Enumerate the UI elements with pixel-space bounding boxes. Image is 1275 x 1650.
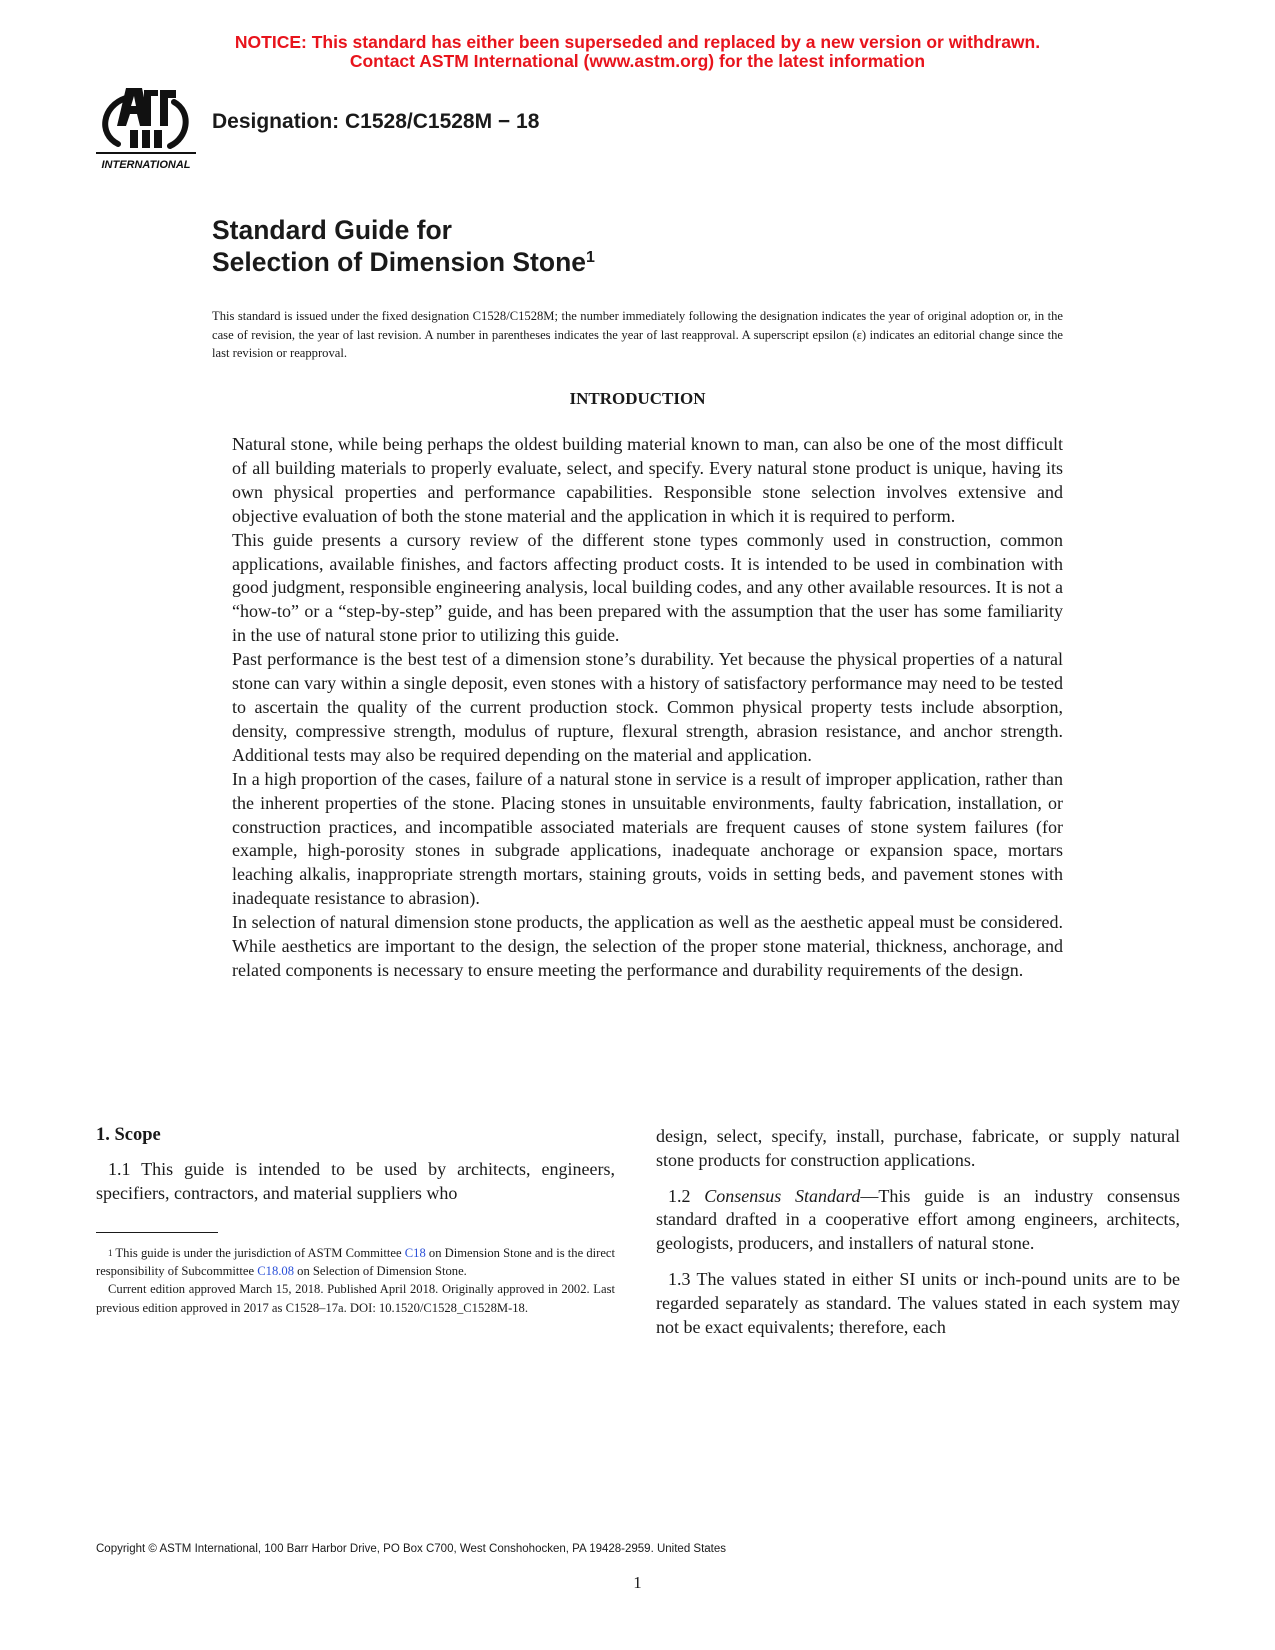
designation: Designation: C1528/C1528M − 18 (212, 110, 540, 133)
astm-logo-icon (96, 86, 196, 176)
committee-link[interactable]: C18 (404, 1246, 426, 1260)
title-line-2-text: Selection of Dimension Stone (212, 247, 586, 277)
footnote-marker: 1 (108, 1248, 113, 1258)
astm-logo-graphic (96, 86, 196, 176)
supersession-notice (0, 33, 1275, 71)
subcommittee-link[interactable]: C18.08 (257, 1264, 295, 1279)
introduction-body (232, 433, 1063, 983)
scope-1-1-part-a: 1.1 This guide is intended to be used by architects, engineers, specifiers, contractors, and material suppliers who (96, 1159, 615, 1203)
notice-line-2: Contact ASTM International (www.astm.org) for the latest information (349, 51, 926, 71)
footnote-divider (96, 1232, 218, 1233)
scope-1-1-part-b: design, select, specify, install, purchase, fabricate, or supply natural stone products for construction applications. (656, 1126, 1180, 1170)
title-line-1: Standard Guide for (212, 215, 452, 245)
page-number: 1 (633, 1573, 642, 1592)
right-column (656, 1125, 1180, 1339)
issuance-note: This standard is issued under the fixed designation C1528/C1528M; the number immediately following the designation indicates the year of original adoption or, in the case of revision, the year of last revision. A number in parentheses indicates the year of last reapproval. A superscript epsilon (ε) indicates an editorial change since the last revision or reapproval. (212, 309, 1063, 360)
notice-line-1: NOTICE: This standard has either been superseded and replaced by a new version or withdrawn. (234, 32, 1041, 52)
footnotes (96, 1244, 615, 1317)
title-footnote-ref[interactable]: 1 (586, 249, 595, 266)
logo-wordmark: INTERNATIONAL (101, 159, 191, 171)
scope-1-2-term: Consensus Standard (704, 1185, 861, 1206)
footnote-text-a: This guide is under the jurisdiction of ASTM Committee (112, 1246, 405, 1260)
introduction-heading: INTRODUCTION (569, 389, 706, 408)
footnote-1 (96, 1244, 615, 1280)
scope-1-2 (656, 1185, 1180, 1256)
intro-paragraph: In selection of natural dimension stone products, the application as well as the aesthetic appeal must be considered. While aesthetics are important to the design, the selection of the proper stone material, thickness, anchorage, and related components is necessary to ensure meeting the performance and durability requirements of the design. (232, 912, 1063, 980)
footnote-text-c: on Selection of Dimension Stone. (294, 1264, 467, 1279)
copyright-line: Copyright © ASTM International, 100 Barr Harbor Drive, PO Box C700, West Conshohocken, PA 19428-2959. United States (96, 1543, 727, 1555)
intro-paragraph: This guide presents a cursory review of the different stone types commonly used in construction, common applications, available finishes, and factors affecting product costs. It is intended to be used in combination with good judgment, responsible engineering analysis, local building codes, and any other available resources. It is not a “how-to” or a “step-by-step” guide, and has been prepared with the assumption that the user has some familiarity in the use of natural stone prior to utilizing this guide. (232, 529, 1063, 646)
footnote-edition: Current edition approved March 15, 2018. Published April 2018. Originally approved in 2002. Last previous edition approved in 2017 as C1528–17a. DOI: 10.1520/C1528_C1528M-18. (96, 1282, 615, 1315)
scope-1-3: 1.3 The values stated in either SI units or inch-pound units are to be regarded separately as standard. The values stated in each system may not be exact equivalents; therefore, each (656, 1268, 1180, 1337)
document-title (212, 214, 595, 278)
title-line-2 (212, 246, 595, 278)
scope-1-2-text: —This guide is an industry consensus standard drafted in a cooperative effort among engineers, architects, geologists, producers, and installers of natural stone. (656, 1185, 1181, 1254)
scope-1-2-number: 1.2 (668, 1185, 691, 1206)
left-column (96, 1158, 615, 1206)
footnote-text-b: on Dimension Stone and is the direct responsibility of Subcommittee (96, 1246, 616, 1279)
intro-paragraph: Natural stone, while being perhaps the oldest building material known to man, can also be one of the most difficult of all building materials to properly evaluate, select, and specify. Every natural stone product is unique, having its own physical properties and performance capabilities. Responsible stone selection involves extensive and objective evaluation of both the stone material and the application in which it is required to perform. (232, 434, 1063, 526)
scope-heading: 1. Scope (96, 1125, 161, 1145)
intro-paragraph: Past performance is the best test of a dimension stone’s durability. Yet because the physical properties of a natural stone can vary within a single deposit, even stones with a history of satisfactory performance may need to be tested to ascertain the quality of the current production stock. Common physical property tests include absorption, density, compressive strength, modulus of rupture, flexural strength, abrasion resistance, and anchor strength. Additional tests may also be required depending on the material and application. (232, 649, 1063, 765)
intro-paragraph: In a high proportion of the cases, failure of a natural stone in service is a result of improper application, rather than the inherent properties of the stone. Placing stones in unsuitable environments, faulty fabrication, installation, or construction practices, and incompatible associated materials are frequent causes of stone system failures (for example, high-porosity stones in subgrade applications, inadequate anchorage or expansion space, mortars leaching alkalis, inappropriate strength mortars, staining grouts, voids in setting beds, and pavement stones with inadequate resistance to abrasion). (232, 768, 1063, 909)
